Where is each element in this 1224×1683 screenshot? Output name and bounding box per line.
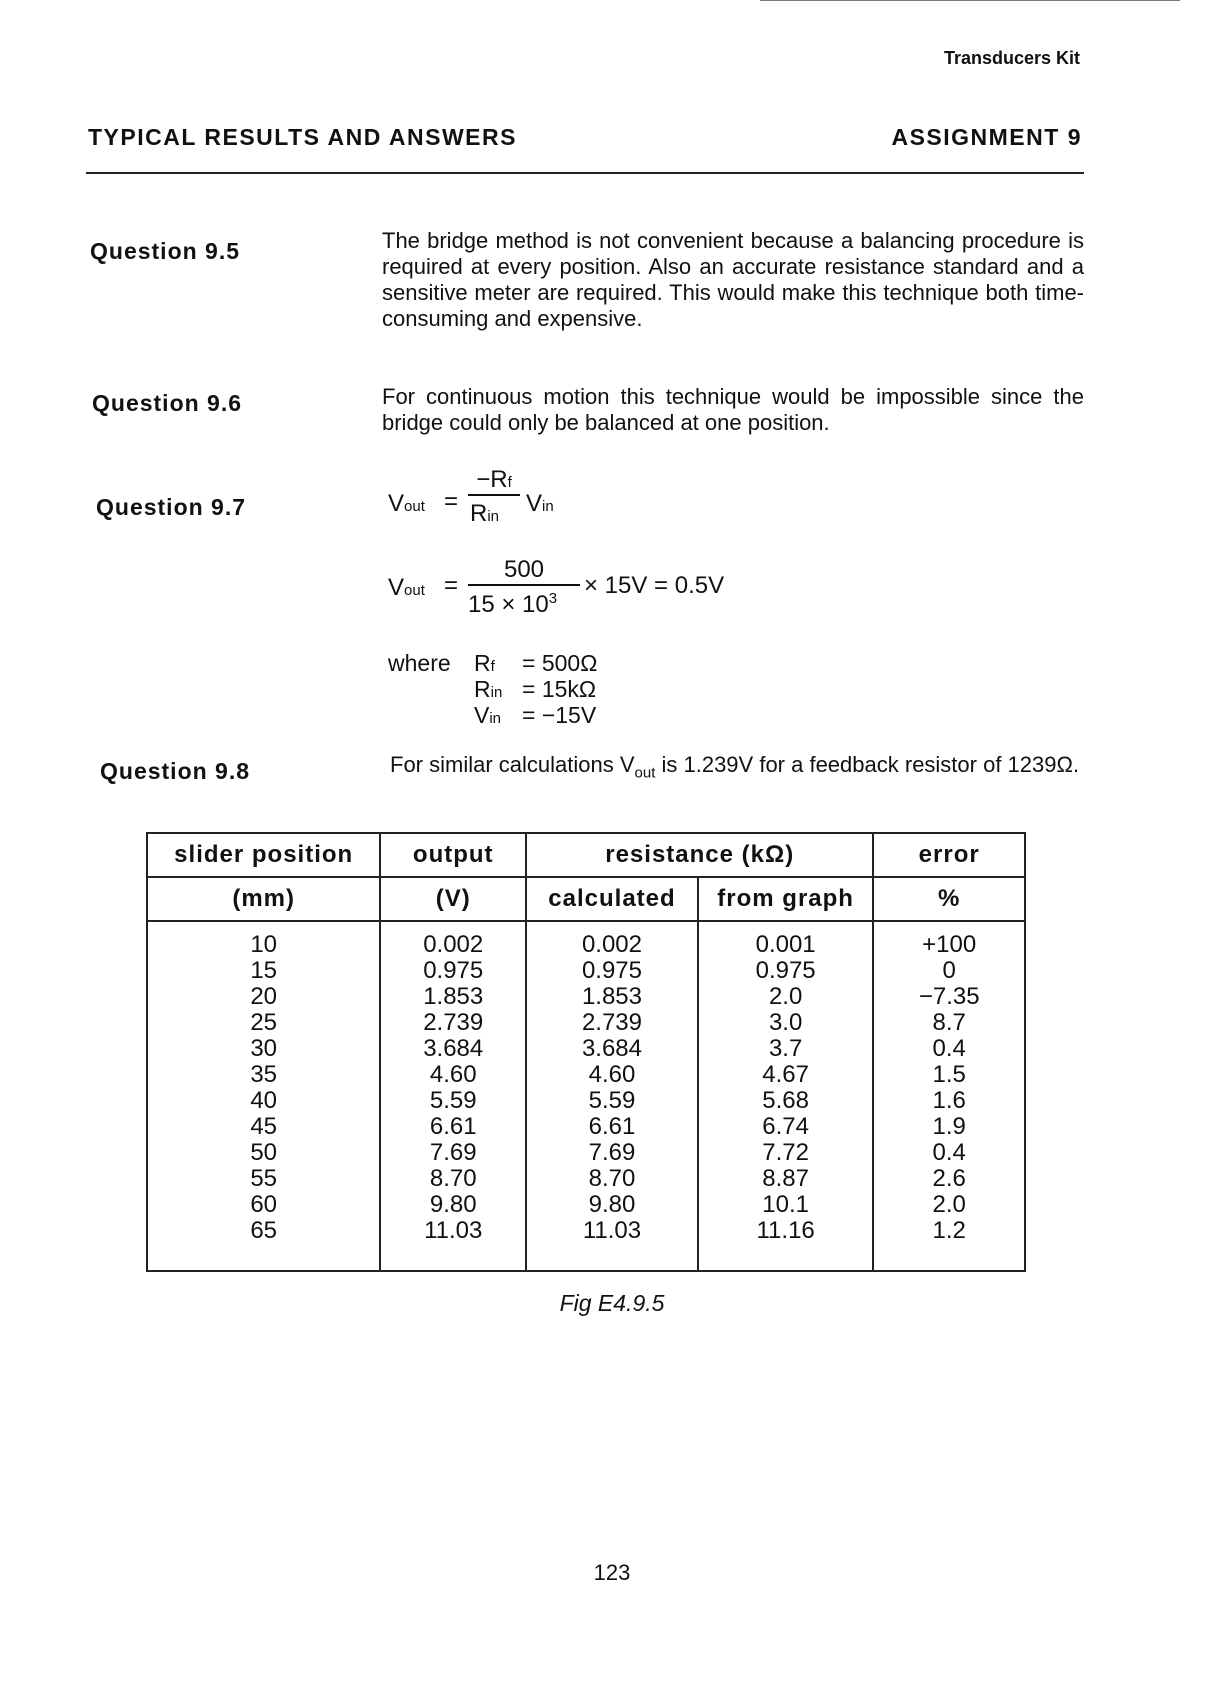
table-cell: 2.0 <box>932 1191 966 1218</box>
formula-vout-equals: = <box>444 572 459 599</box>
page-number: 123 <box>593 1560 631 1585</box>
header-calculated: calculated <box>526 877 698 921</box>
table-cell: 10 <box>250 931 278 958</box>
table-cell: 1.853 <box>423 983 484 1010</box>
table-cell: 1.853 <box>581 983 642 1010</box>
header-from-graph: from graph <box>698 877 874 921</box>
table-cell: 0.4 <box>932 1139 966 1166</box>
column-output-v <box>380 921 526 1271</box>
table-cell: 3.684 <box>581 1035 642 1062</box>
column-calculated <box>526 921 698 1271</box>
question-9-6-answer: For continuous motion this technique would be impossible since the bridge could only be balanced at one position. <box>382 384 1084 435</box>
table-cell: 0.975 <box>423 957 484 984</box>
table-cell: 0 <box>942 957 956 984</box>
table-cell: 11.03 <box>424 1217 483 1244</box>
table-cell: 7.69 <box>588 1139 636 1166</box>
table-cell: 9.80 <box>588 1191 636 1218</box>
formula-vout-calc <box>388 556 788 626</box>
header-output-unit: (V) <box>380 877 526 921</box>
header-slider-position: slider position <box>147 833 380 877</box>
table-cell: 3.7 <box>768 1035 803 1062</box>
question-9-8-answer: For similar calculations $V_{out}$ is 1.239V for a feedback resistor of 1239Ω. <box>390 752 1080 782</box>
figure-caption: Fig E4.9.5 <box>559 1290 665 1316</box>
table-cell: −7.35 <box>918 983 980 1010</box>
running-title: Transducers Kit <box>943 48 1080 68</box>
table-cell: 2.0 <box>768 983 803 1010</box>
table-cell: 2.6 <box>932 1165 966 1192</box>
table-cell: 1.6 <box>932 1087 966 1114</box>
table-cell: 7.69 <box>429 1139 477 1166</box>
table-cell: 11.03 <box>582 1217 642 1244</box>
table-cell: 0.001 <box>755 931 816 958</box>
section-heading: TYPICAL RESULTS AND ANSWERS <box>88 124 517 150</box>
header-output: output <box>380 833 526 877</box>
table-cell: 6.61 <box>588 1113 636 1140</box>
table-cell: 2.739 <box>581 1009 642 1036</box>
heading-rule <box>86 172 1084 174</box>
table-cell: 11.16 <box>756 1217 815 1244</box>
where-word: where <box>388 650 451 676</box>
header-resistance: resistance (kΩ) <box>526 833 873 877</box>
column-error-pct <box>873 921 1025 1271</box>
table-cell: 0.002 <box>581 931 642 958</box>
table-cell: 4.60 <box>429 1061 477 1088</box>
table-cell: 65 <box>250 1217 278 1244</box>
results-table <box>146 832 1026 1272</box>
table-cell: 0.975 <box>755 957 816 984</box>
table-cell: 8.87 <box>762 1165 809 1192</box>
where-vin: Vin = −15V <box>474 702 597 728</box>
table-cell: 35 <box>250 1061 278 1088</box>
table-cell: 0.4 <box>932 1035 966 1062</box>
table-cell: 0.002 <box>423 931 484 958</box>
table-cell: +100 <box>922 931 977 958</box>
table-cell: 55 <box>250 1165 278 1192</box>
table-cell: 10.1 <box>762 1191 809 1218</box>
table-cell: 50 <box>250 1139 278 1166</box>
formula-gain-denominator: Rin <box>470 500 500 527</box>
table-cell: 5.59 <box>588 1087 636 1114</box>
table-cell: 7.72 <box>762 1139 809 1166</box>
question-9-5-label: Question 9.5 <box>90 238 241 264</box>
table-cell: 20 <box>250 983 278 1010</box>
table-cell: 2.739 <box>423 1009 484 1036</box>
table-cell: 25 <box>250 1009 278 1036</box>
where-definitions <box>474 650 674 728</box>
table-cell: 5.68 <box>762 1087 809 1114</box>
table-cell: 15 <box>250 957 278 984</box>
formula-vout-denominator: $15 \times 10^3$ <box>468 590 558 618</box>
table-cell: 30 <box>250 1035 278 1062</box>
table-cell: 8.70 <box>429 1165 477 1192</box>
table-cell: 40 <box>250 1087 278 1114</box>
table-cell: 5.59 <box>429 1087 477 1114</box>
table-cell: 4.67 <box>762 1061 809 1088</box>
formula-gain <box>388 466 638 536</box>
formula-vout-lhs: Vout <box>388 574 425 601</box>
table-cell: 3.0 <box>768 1009 803 1036</box>
formula-vout-numerator: 500 <box>468 556 580 586</box>
header-error: error <box>873 833 1025 877</box>
assignment-heading: ASSIGNMENT 9 <box>891 124 1082 150</box>
table-cell: 8.70 <box>588 1165 636 1192</box>
where-rin: Rin = 15kΩ <box>474 676 597 702</box>
table-cell: 1.5 <box>932 1061 966 1088</box>
top-edge-line <box>760 0 1180 1</box>
table-cell: 0.975 <box>581 957 642 984</box>
formula-vout-rhs: × 15V = 0.5V <box>584 572 725 599</box>
table-cell: 6.61 <box>429 1113 477 1140</box>
header-error-unit: % <box>873 877 1025 921</box>
table-cell: 4.60 <box>588 1061 636 1088</box>
question-9-8-label: Question 9.8 <box>100 758 251 784</box>
formula-gain-equals: = <box>444 488 459 515</box>
formula-gain-numerator: −Rf <box>468 466 520 496</box>
table-cell: 8.7 <box>932 1009 966 1036</box>
column-from-graph <box>698 921 874 1271</box>
formula-gain-rhs: Vin <box>526 490 554 517</box>
table-cell: 9.80 <box>429 1191 477 1218</box>
header-slider-unit: (mm) <box>147 877 380 921</box>
question-9-5-answer: The bridge method is not convenient because a balancing procedure is required at every position. Also an accurate resistance standard and a sensitive meter are required. This would make this technique both time-consuming and expensive. <box>382 228 1084 331</box>
question-9-7-label: Question 9.7 <box>96 494 247 520</box>
question-9-6-label: Question 9.6 <box>92 390 243 416</box>
table-cell: 3.684 <box>423 1035 484 1062</box>
table-cell: 6.74 <box>762 1113 809 1140</box>
where-rf: Rf = 500Ω <box>474 650 598 676</box>
formula-gain-lhs: Vout <box>388 490 425 517</box>
table-cell: 1.9 <box>932 1113 966 1140</box>
table-cell: 1.2 <box>932 1217 966 1244</box>
table-cell: 60 <box>250 1191 278 1218</box>
table-cell: 45 <box>250 1113 278 1140</box>
column-slider-mm <box>147 921 380 1271</box>
